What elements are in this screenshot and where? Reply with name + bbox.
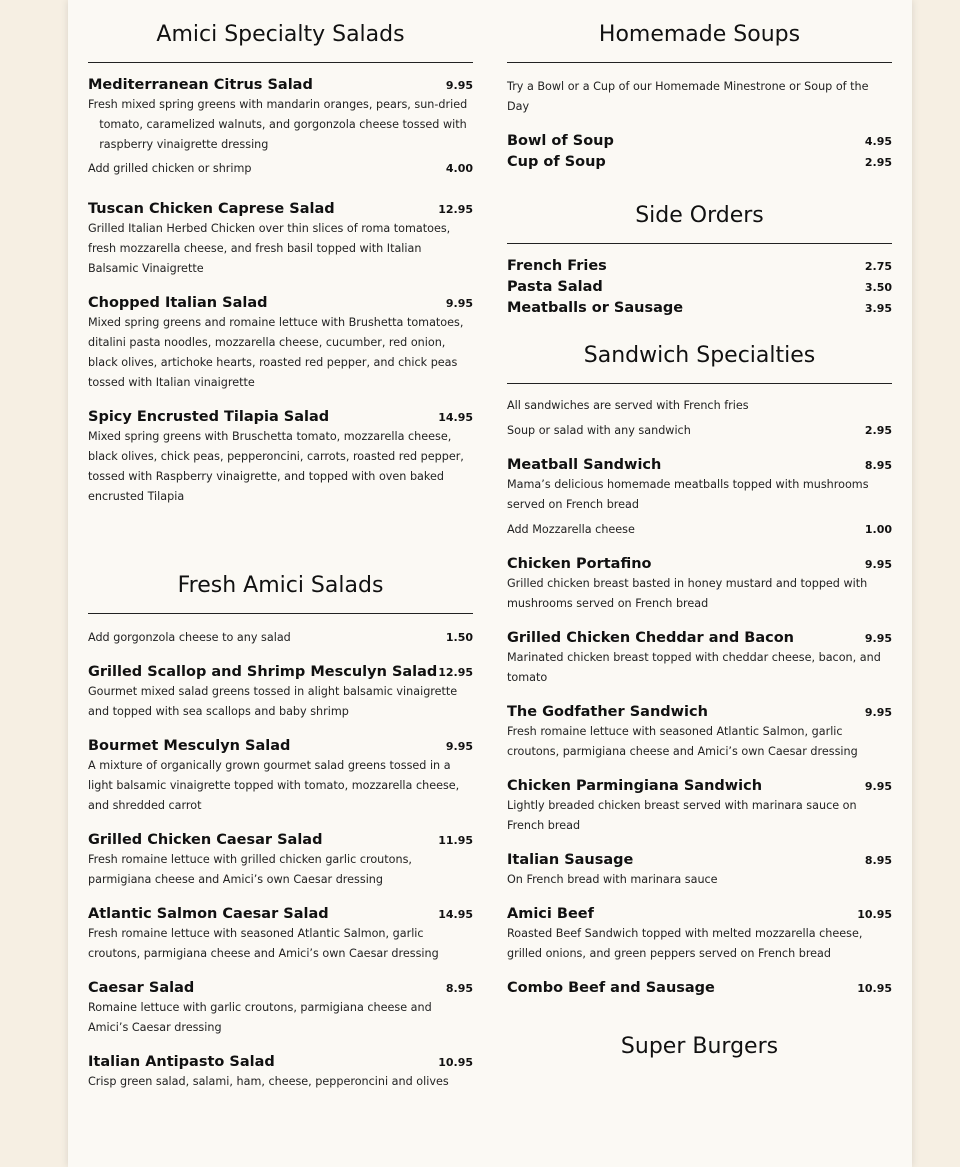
addon-text: Add grilled chicken or shrimp xyxy=(88,162,252,175)
section-note xyxy=(88,628,473,648)
item-name: Atlantic Salmon Caesar Salad xyxy=(88,906,329,922)
item-name: Italian Sausage xyxy=(507,852,634,868)
item-price: 3.50 xyxy=(864,281,892,294)
item-description: Roasted Beef Sandwich topped with melted mozzarella cheese, grilled onions, and green peppers served on French bread xyxy=(507,927,863,960)
menu-item xyxy=(507,256,892,277)
item-description: Mixed spring greens and romaine lettuce with Brushetta tomatoes, ditalini pasta noodles, mozzarella cheese, cucumber, red onion, black olives, artichoke hearts, roasted red pepper, and chick peas tossed with Italian vinaigrette xyxy=(88,316,464,389)
item-price: 9.95 xyxy=(445,740,473,753)
section-divider xyxy=(88,62,473,63)
item-price: 10.95 xyxy=(857,982,892,995)
section-note xyxy=(507,421,892,441)
item-name: Mediterranean Citrus Salad xyxy=(88,77,313,93)
left-column xyxy=(88,0,473,1108)
menu-item xyxy=(507,630,892,688)
item-price: 8.95 xyxy=(864,854,892,867)
item-name: Caesar Salad xyxy=(88,980,195,996)
item-name: Cup of Soup xyxy=(507,154,606,170)
item-price: 9.95 xyxy=(445,79,473,92)
note-price: 2.95 xyxy=(864,424,892,437)
section-note: Try a Bowl or a Cup of our Homemade Minestrone or Soup of the Day xyxy=(507,80,869,113)
menu-item xyxy=(507,277,892,298)
item-description: Crisp green salad, salami, ham, cheese, pepperoncini and olives xyxy=(88,1075,449,1088)
menu-item xyxy=(88,201,473,279)
item-price: 10.95 xyxy=(438,1056,473,1069)
item-name: Combo Beef and Sausage xyxy=(507,980,715,996)
menu-item xyxy=(88,77,473,179)
item-name: Pasta Salad xyxy=(507,279,603,295)
item-name: Bowl of Soup xyxy=(507,133,614,149)
menu-item xyxy=(88,409,473,507)
menu-item xyxy=(88,906,473,964)
menu-item xyxy=(88,1054,473,1092)
item-price: 11.95 xyxy=(438,834,473,847)
note-text: Add gorgonzola cheese to any salad xyxy=(88,631,291,644)
item-price: 14.95 xyxy=(438,908,473,921)
item-price: 2.75 xyxy=(864,260,892,273)
item-name: Grilled Chicken Cheddar and Bacon xyxy=(507,630,795,646)
item-description: Fresh mixed spring greens with mandarin oranges, pears, sun-dried tomato, caramelized walnuts, and gorgonzola cheese tossed with raspberry vinaigrette dressing xyxy=(88,98,468,151)
section-title-sides: Side Orders xyxy=(635,203,764,228)
section-divider xyxy=(507,243,892,244)
menu-item xyxy=(507,980,892,996)
item-price: 2.95 xyxy=(864,156,892,169)
menu-item xyxy=(507,131,892,152)
item-price: 9.95 xyxy=(864,632,892,645)
section-title-sandwiches: Sandwich Specialties xyxy=(583,343,816,368)
item-description: Grilled chicken breast basted in honey mustard and topped with mushrooms served on French bread xyxy=(507,577,868,610)
menu-item xyxy=(507,457,892,540)
section-divider xyxy=(507,383,892,384)
item-name: Chicken Parmingiana Sandwich xyxy=(507,778,763,794)
item-description: Mixed spring greens with Bruschetta tomato, mozzarella cheese, black olives, chick peas, pepperoncini, carrots, roasted red pepper, tossed with Raspberry vinaigrette, and topped with oven baked encrusted Tilapia xyxy=(88,430,464,503)
menu-item xyxy=(507,704,892,762)
item-name: Spicy Encrusted Tilapia Salad xyxy=(88,409,330,425)
item-name: Meatball Sandwich xyxy=(507,457,662,473)
addon-price: 1.00 xyxy=(864,523,892,536)
item-description: Lightly breaded chicken breast served with marinara sauce on French bread xyxy=(507,799,857,832)
menu-item xyxy=(88,664,473,722)
item-description: Grilled Italian Herbed Chicken over thin slices of roma tomatoes, fresh mozzarella cheese, and fresh basil topped with Italian Balsamic Vinaigrette xyxy=(88,222,451,275)
item-name: Meatballs or Sausage xyxy=(507,300,684,316)
item-price: 14.95 xyxy=(438,411,473,424)
item-price: 9.95 xyxy=(864,558,892,571)
item-name: Bourmet Mesculyn Salad xyxy=(88,738,291,754)
menu-item xyxy=(507,778,892,836)
item-price: 8.95 xyxy=(445,982,473,995)
item-price: 9.95 xyxy=(864,706,892,719)
menu-item xyxy=(88,832,473,890)
item-description: Marinated chicken breast topped with cheddar cheese, bacon, and tomato xyxy=(507,651,881,684)
item-price: 9.95 xyxy=(445,297,473,310)
item-description: On French bread with marinara sauce xyxy=(507,873,718,886)
addon-text: Add Mozzarella cheese xyxy=(507,523,635,536)
note-text: All sandwiches are served with French fries xyxy=(507,399,749,412)
item-description: Gourmet mixed salad greens tossed in alight balsamic vinaigrette and topped with sea scallops and baby shrimp xyxy=(88,685,458,718)
item-description: A mixture of organically grown gourmet salad greens tossed in a light balsamic vinaigrette topped with tomato, mozzarella cheese, and shredded carrot xyxy=(88,759,460,812)
menu-item xyxy=(88,295,473,393)
item-price: 4.95 xyxy=(864,135,892,148)
menu-item xyxy=(88,980,473,1038)
addon-price: 4.00 xyxy=(445,162,473,175)
section-title-soups: Homemade Soups xyxy=(598,22,801,47)
section-title-burgers: Super Burgers xyxy=(620,1034,779,1059)
item-price: 8.95 xyxy=(864,459,892,472)
menu-item xyxy=(507,298,892,319)
item-name: Amici Beef xyxy=(507,906,594,922)
item-name: Chicken Portafino xyxy=(507,556,652,572)
item-name: The Godfather Sandwich xyxy=(507,704,708,720)
item-name: Grilled Scallop and Shrimp Mesculyn Salad xyxy=(88,664,438,680)
item-description: Fresh romaine lettuce with grilled chicken garlic croutons, parmigiana cheese and Amici’s own Caesar dressing xyxy=(88,853,412,886)
section-title-fresh-salads: Fresh Amici Salads xyxy=(177,573,384,598)
item-description: Fresh romaine lettuce with seasoned Atlantic Salmon, garlic croutons, parmigiana cheese and Amici’s own Caesar dressing xyxy=(507,725,858,758)
section-divider xyxy=(88,613,473,614)
item-name: Grilled Chicken Caesar Salad xyxy=(88,832,323,848)
item-name: Tuscan Chicken Caprese Salad xyxy=(88,201,335,217)
note-price: 1.50 xyxy=(445,631,473,644)
item-description: Fresh romaine lettuce with seasoned Atlantic Salmon, garlic croutons, parmigiana cheese and Amici’s own Caesar dressing xyxy=(88,927,439,960)
item-price: 12.95 xyxy=(438,203,473,216)
section-title-specialty-salads: Amici Specialty Salads xyxy=(156,22,405,47)
item-price: 12.95 xyxy=(438,666,473,679)
item-name: Italian Antipasto Salad xyxy=(88,1054,275,1070)
item-description: Mama’s delicious homemade meatballs topped with mushrooms served on French bread xyxy=(507,478,869,511)
menu-item xyxy=(507,852,892,890)
menu-item xyxy=(507,556,892,614)
note-text: Soup or salad with any sandwich xyxy=(507,424,691,437)
item-description: Romaine lettuce with garlic croutons, parmigiana cheese and Amici’s Caesar dressing xyxy=(88,1001,432,1034)
menu-item xyxy=(507,906,892,964)
menu-item xyxy=(88,738,473,816)
right-column xyxy=(507,0,892,1074)
item-name: Chopped Italian Salad xyxy=(88,295,268,311)
item-price: 10.95 xyxy=(857,908,892,921)
section-note xyxy=(507,396,892,416)
item-price: 9.95 xyxy=(864,780,892,793)
item-name: French Fries xyxy=(507,258,607,274)
menu-item xyxy=(507,152,892,173)
item-price: 3.95 xyxy=(864,302,892,315)
section-divider xyxy=(507,62,892,63)
